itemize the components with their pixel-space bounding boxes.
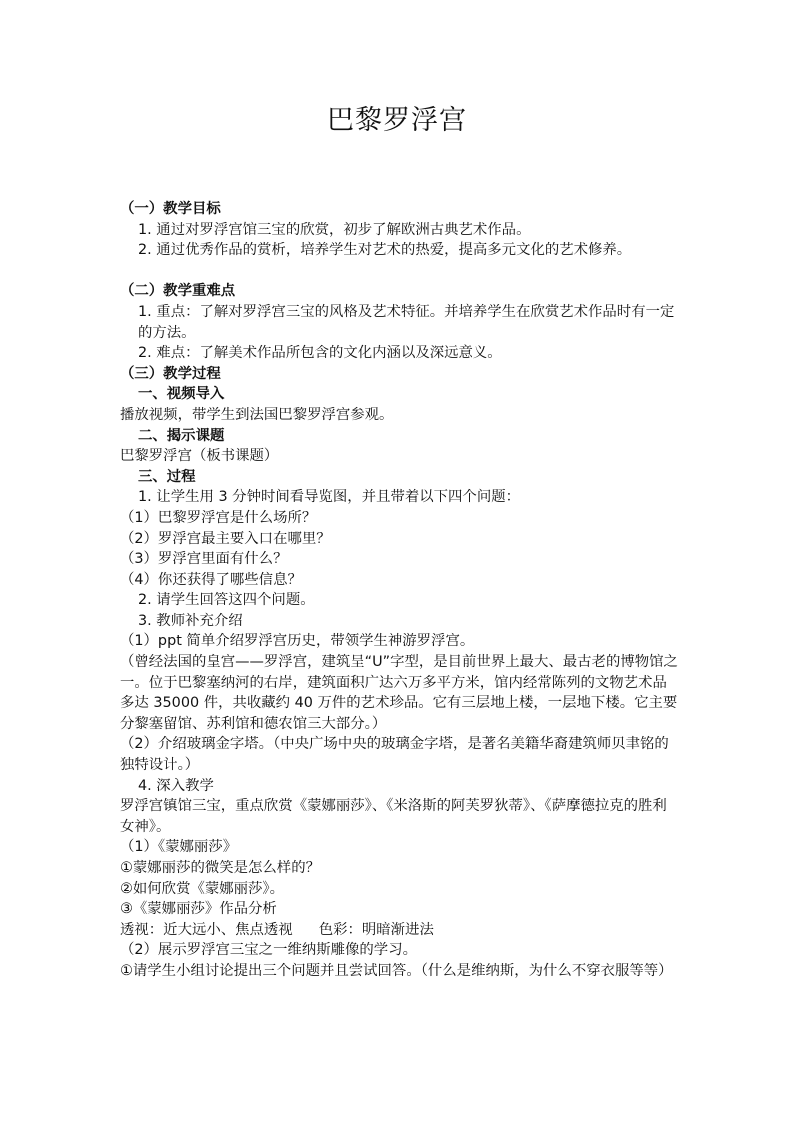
color-text: 色彩：明暗渐进法 <box>318 921 434 938</box>
subheading-video-intro: 一、视频导入 <box>138 386 225 403</box>
mona-lisa-heading: （1）《蒙娜丽莎》 <box>120 839 238 856</box>
process-step: 4. 深入教学 <box>138 777 214 794</box>
venus-point: ①请学生小组讨论提出三个问题并且尝试回答。（什么是维纳斯，为什么不穿衣服等等） <box>120 962 673 979</box>
subheading-reveal-topic: 二、揭示课题 <box>138 427 225 444</box>
question-item: （4）你还获得了哪些信息？ <box>120 571 302 588</box>
process-step: 3. 教师补充介绍 <box>138 612 243 629</box>
venus-heading: （2）展示罗浮宫三宝之一维纳斯雕像的学习。 <box>120 942 417 959</box>
section-heading-process: （三）教学过程 <box>120 365 221 382</box>
key-point-item: 2. 难点：了解美术作品所包含的文化内涵以及深远意义。 <box>138 345 502 362</box>
subheading-process: 三、过程 <box>138 468 196 485</box>
paragraph: 播放视频，带学生到法国巴黎罗浮宫参观。 <box>120 406 394 423</box>
process-step: 2. 请学生回答这四个问题。 <box>138 592 315 609</box>
perspective-text: 透视：近大远小、焦点透视 <box>120 921 293 938</box>
question-item: （1）巴黎罗浮宫是什么场所？ <box>120 509 317 526</box>
question-item: （2）罗浮宫最主要入口在哪里？ <box>120 530 331 547</box>
mona-lisa-point: ①蒙娜丽莎的微笑是怎么样的？ <box>120 860 320 877</box>
objective-item: 2. 通过优秀作品的赏析，培养学生对艺术的热爱，提高多元文化的艺术修养。 <box>138 242 632 259</box>
paragraph: （1）ppt 简单介绍罗浮宫历史，带领学生神游罗浮宫。 <box>120 633 475 650</box>
section-heading-key-points: （二）教学重难点 <box>120 283 236 300</box>
objective-item: 1. 通过对罗浮宫馆三宝的欣赏，初步了解欧洲古典艺术作品。 <box>138 221 531 238</box>
page-title: 巴黎罗浮宫 <box>327 105 467 136</box>
mona-lisa-point: ②如何欣赏《蒙娜丽莎》。 <box>120 880 284 897</box>
paragraph: 巴黎罗浮宫（板书课题） <box>120 448 279 465</box>
treasures-paragraph: 罗浮宫镇馆三宝，重点欣赏《蒙娜丽莎》、《米洛斯的阿芙罗狄蒂》、《萨摩德拉克的胜利女神》。 <box>120 798 667 835</box>
process-step: 1. 让学生用 3 分钟时间看导览图，并且带着以下四个问题： <box>138 489 520 506</box>
mona-lisa-point: ③《蒙娜丽莎》作品分析 <box>120 901 277 918</box>
analysis-line <box>120 920 680 941</box>
pyramid-paragraph: （2）介绍玻璃金字塔。（中央广场中央的玻璃金字塔，是著名美籍华裔建筑师贝聿铭的独特设计。） <box>120 736 669 774</box>
spacer <box>120 261 680 282</box>
question-item: （3）罗浮宫里面有什么？ <box>120 551 288 568</box>
section-heading-objectives: （一）教学目标 <box>120 201 221 217</box>
history-paragraph: （曾经法国的皇宫——罗浮宫，建筑呈“U”字型，是目前世界上最大、最古老的博物馆之一。位于巴黎塞纳河的右岸，建筑面积广达六万多平方米，馆内经常陈列的文物艺术品多达 35000 件，共收藏约 40 万件的艺术珍品。它有三层地上楼，一层地下楼。它主要分黎塞留馆、苏利馆和德农馆三大部分。） <box>120 654 678 732</box>
document-body <box>120 199 680 1002</box>
key-point-item: 1. 重点：了解对罗浮宫三宝的风格及艺术特征。并培养学生在欣赏艺术作品时有一定的方法。 <box>138 303 675 341</box>
